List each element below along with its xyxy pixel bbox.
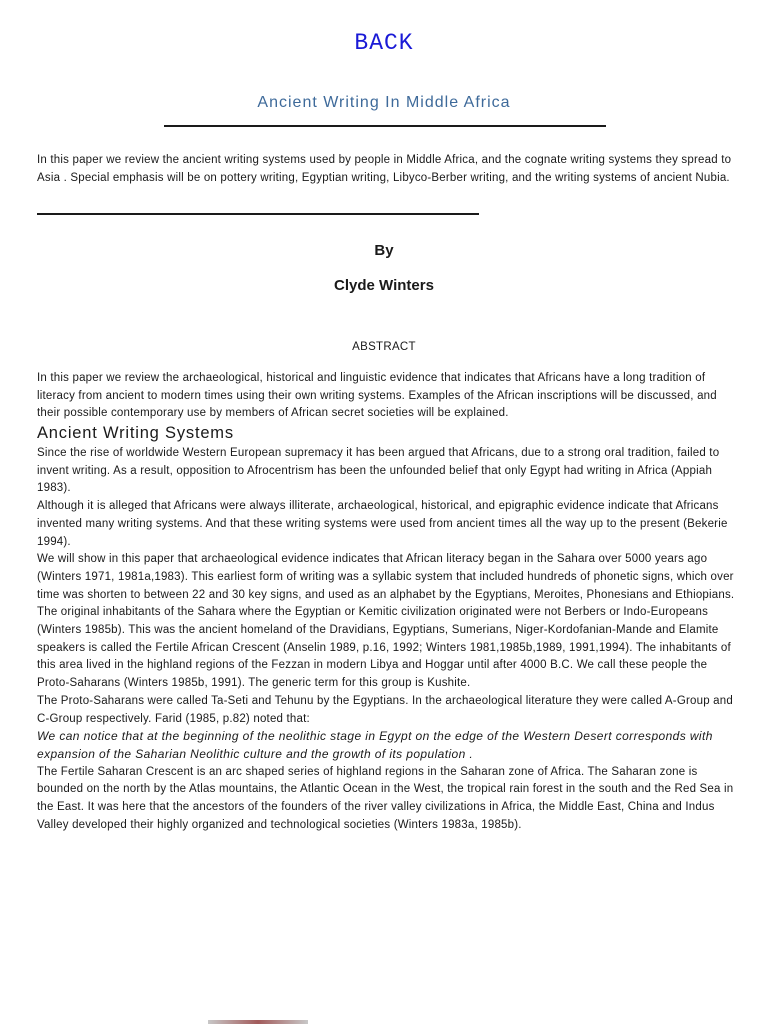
body-paragraph-closing: The Fertile Saharan Crescent is an arc shaped series of highland regions in the Saharan zone of Africa. The Saharan zone is bounded on the north by the Atlas mountains, the Atlantic Ocean in the West, the tropical rain forest in the south and the Red Sea in the East. It was here that the ancestors of the founders of the river valley civilizations in Africa, the Middle East, China and Indus Valley developed their highly organized and technological societies (Winters 1983a, 1985b). <box>37 765 734 831</box>
page-title: Ancient Writing In Middle Africa <box>257 94 511 111</box>
section-body <box>37 445 737 834</box>
body-paragraph-4: The original inhabitants of the Sahara where the Egyptian or Kemitic civilization originated were not Berbers or Indo-Europeans (Winters 1985b). This was the ancient homeland of the Dravidians, Egyptians, Sumerians, Niger-Kordofanian-Mande and Elamite speakers is called the Fertile African Crescent (Anselin 1989, p.16, 1992; Winters 1981,1985b,1989, 1991,1994). The inhabitants of this area lived in the highland regions of the Fezzan in modern Libya and Hoggar until after 4000 B.C. We call these people the Proto-Saharans (Winters 1985b, 1991). The generic term for this group is Kushite. <box>37 606 731 690</box>
block-quote: We can notice that at the beginning of the neolithic stage in Egypt on the edge of the Western Desert corresponds with expansion of the Saharian Neolithic culture and the growth of its population . <box>37 729 713 761</box>
body-paragraph-3: We will show in this paper that archaeological evidence indicates that African literacy began in the Sahara over 5000 years ago (Winters 1971, 1981a,1983). This earliest form of writing was a syllabic system that included hundreds of phonetic signs, which over time was shorten to between 22 and 30 key signs, and used as an alphabet by the Egyptians, Meroites, Phonesians and Ethiopians. <box>37 553 735 601</box>
section-heading: Ancient Writing Systems <box>37 424 234 442</box>
page-bottom-bar <box>208 1020 308 1024</box>
abstract-text: In this paper we review the archaeological, historical and linguistic evidence that indicates that Africans have a long tradition of literacy from ancient to modern times using their own writing systems. Examples of the African inscriptions will be discussed, and their possible contemporary use by members of African secret societies will be explained. <box>37 372 717 420</box>
intro-divider <box>37 213 479 215</box>
back-link[interactable]: BACK <box>354 30 414 56</box>
author-name: Clyde Winters <box>334 277 434 294</box>
body-paragraph-2: Although it is alleged that Africans were always illiterate, archaeological, historical, and epigraphic evidence indicate that Africans invented many writing systems. And that these writing systems were used from ancient times all the way up to the present (Bekerie 1994). <box>37 500 728 548</box>
title-divider <box>164 125 606 127</box>
abstract-heading: ABSTRACT <box>352 341 416 353</box>
byline-by: By <box>374 242 394 259</box>
body-paragraph-1: Since the rise of worldwide Western European supremacy it has been argued that Africans, due to a strong oral tradition, failed to invent writing. As a result, opposition to Afrocentrism has been the unfounded belief that only Egypt had writing in Africa (Appiah 1983). <box>37 447 720 495</box>
body-paragraph-5: The Proto-Saharans were called Ta-Seti and Tehunu by the Egyptians. In the archaeological literature they were called A-Group and C-Group respectively. Farid (1985, p.82) noted that: <box>37 694 733 725</box>
intro-paragraph: In this paper we review the ancient writing systems used by people in Middle Africa, and the cognate writing systems they spread to Asia . Special emphasis will be on pottery writing, Egyptian writing, Libyco-Berber writing, and the writing systems of ancient Nubia. <box>37 154 732 184</box>
